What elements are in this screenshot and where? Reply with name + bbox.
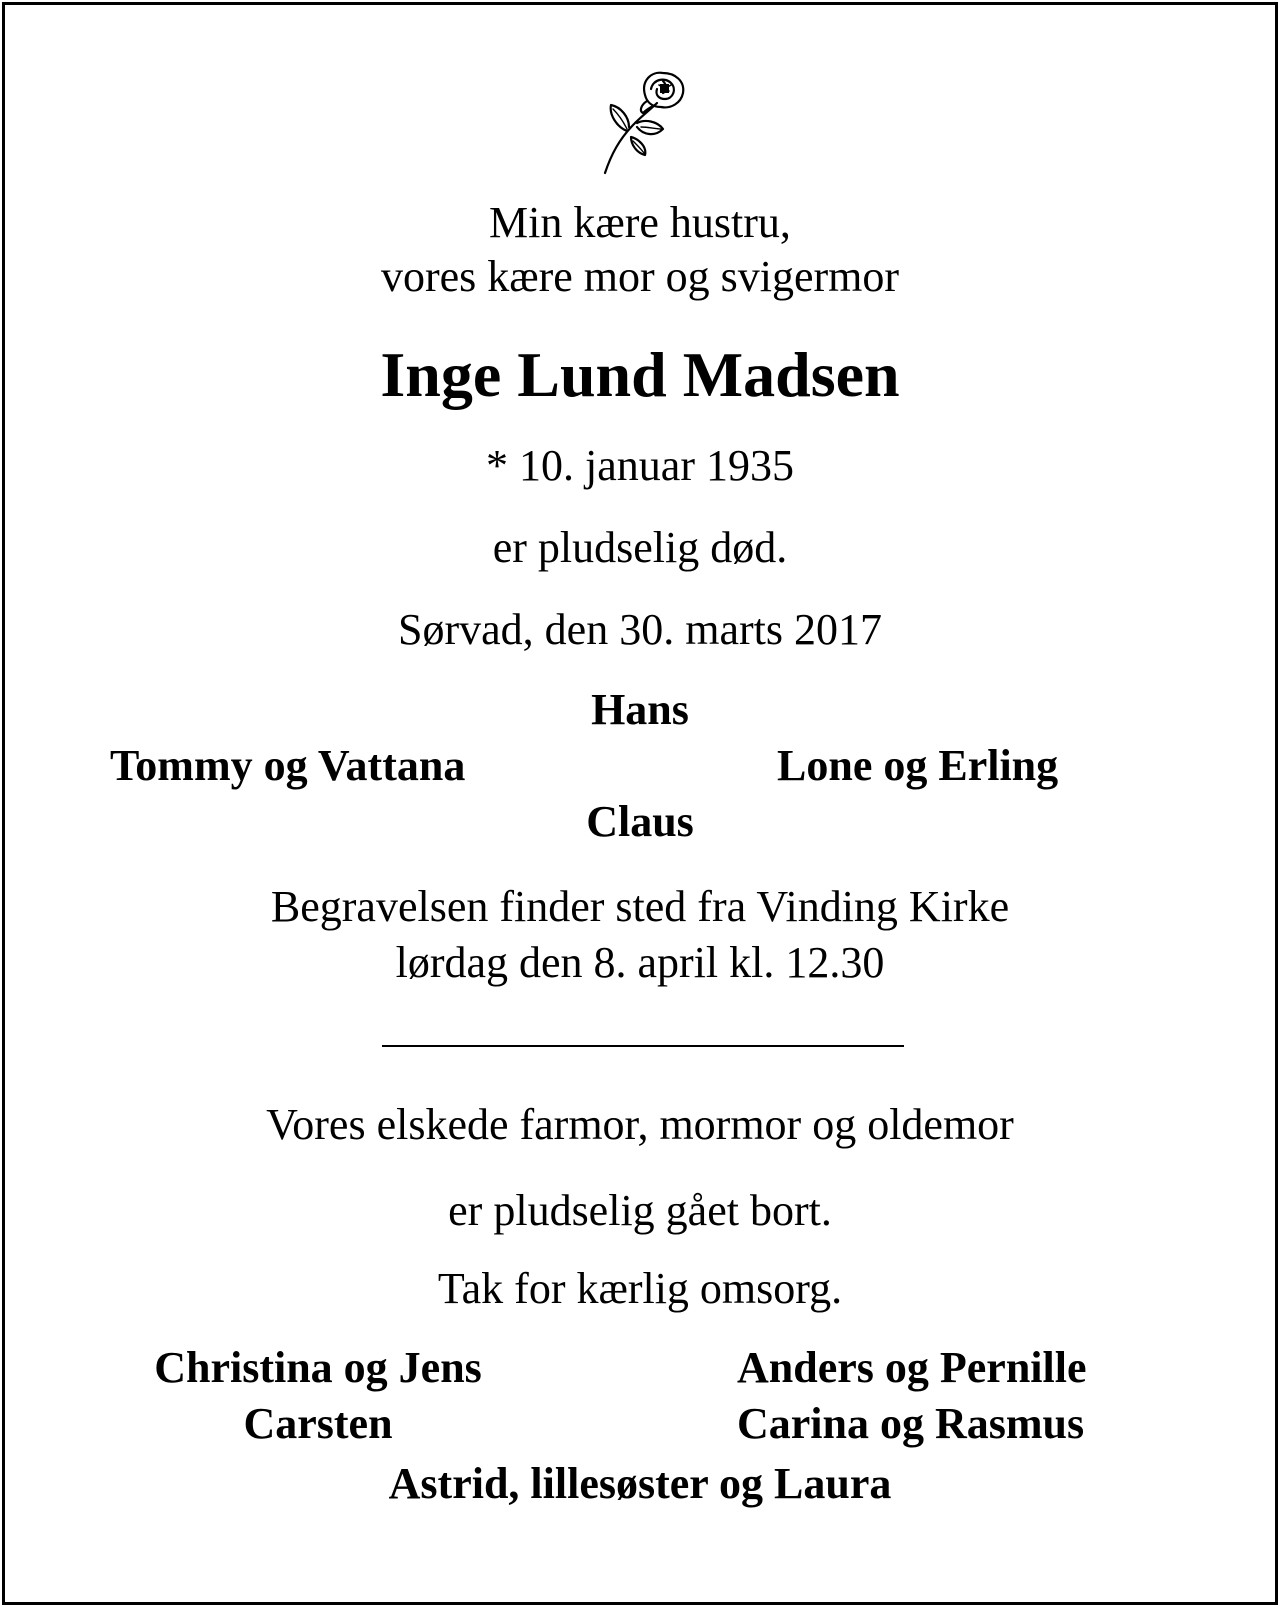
place-and-date: Sørvad, den 30. marts 2017 [398,605,882,654]
death-notice: er pludselig død. [492,523,788,572]
rose-icon [601,67,691,177]
funeral-line-1: Begravelsen finder sted fra Vinding Kirke [270,882,1010,931]
family-member-left: Tommy og Vattana [110,741,466,790]
family-member-right: Lone og Erling [777,741,1059,790]
obituary-notice [2,2,1278,1605]
grandchildren-bottom: Astrid, lillesøster og Laura [388,1459,892,1508]
second-line-3: Tak for kærlig omsorg. [437,1264,843,1313]
family-member-hans: Hans [591,685,689,734]
second-line-2: er pludselig gået bort. [448,1186,832,1235]
divider [382,1045,904,1047]
second-line-1: Vores elskede farmor, mormor og oldemor [266,1100,1014,1149]
intro-line-2: vores kære mor og svigermor [380,252,900,301]
grandchildren-right-2: Carina og Rasmus [737,1399,1085,1448]
grandchildren-left-1: Christina og Jens [154,1343,482,1392]
grandchildren-left-2: Carsten [243,1399,393,1448]
funeral-line-2: lørdag den 8. april kl. 12.30 [395,938,885,987]
birth-date: * 10. januar 1935 [486,441,794,490]
grandchildren-right-1: Anders og Pernille [737,1343,1087,1392]
family-member-claus: Claus [586,797,694,846]
intro-line-1: Min kære hustru, [489,198,791,247]
deceased-name: Inge Lund Madsen [380,339,900,410]
